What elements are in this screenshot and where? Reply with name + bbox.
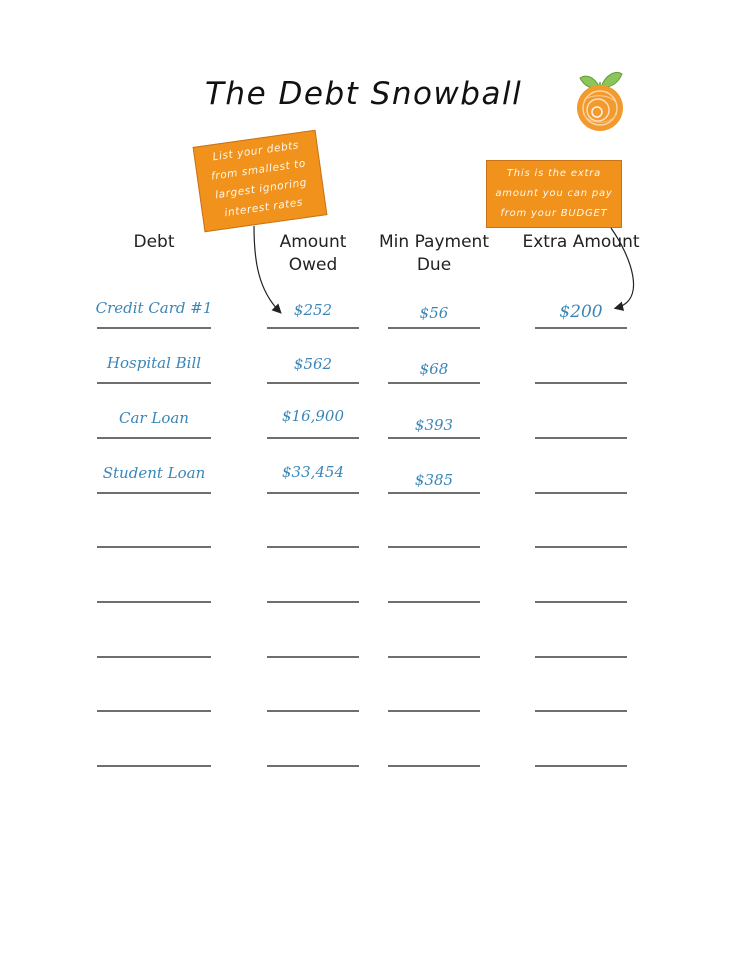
rule-line [267, 656, 359, 658]
amount-owed-field[interactable] [267, 686, 359, 712]
debt-name-field[interactable] [87, 464, 221, 494]
column-header-extra-amount: Extra Amount [522, 232, 640, 252]
amount-owed-value: $252 [293, 301, 333, 319]
orange-fruit-icon [574, 66, 626, 132]
rule-line [267, 382, 359, 384]
rule-line [267, 327, 359, 329]
debt-name-value: Car Loan [119, 409, 189, 427]
debt-name-field[interactable] [87, 632, 221, 658]
rule-line [535, 656, 627, 658]
column-header-debt: Debt [133, 232, 175, 252]
min-payment-field[interactable] [388, 632, 480, 658]
header-line: Min Payment [379, 232, 489, 252]
extra-amount-field[interactable] [535, 632, 627, 658]
extra-amount-callout [486, 160, 622, 228]
amount-owed-field[interactable] [267, 522, 359, 548]
extra-amount-field[interactable] [535, 686, 627, 712]
rule-line [97, 601, 211, 603]
extra-amount-field[interactable] [535, 468, 627, 494]
rule-line [267, 601, 359, 603]
rule-line [97, 437, 211, 439]
rule-line [535, 765, 627, 767]
callout-line: This is the extra [506, 168, 602, 179]
list-debts-callout [193, 130, 328, 232]
rule-line [388, 656, 480, 658]
amount-owed-field[interactable] [267, 741, 359, 767]
amount-owed-field[interactable] [267, 303, 359, 329]
rule-line [267, 710, 359, 712]
min-payment-value: $393 [414, 416, 454, 434]
debt-name-field[interactable] [87, 409, 221, 439]
extra-amount-field[interactable] [535, 303, 627, 329]
min-payment-value: $56 [419, 304, 449, 322]
rule-line [97, 710, 211, 712]
amount-owed-field[interactable] [267, 463, 359, 494]
rule-line [535, 382, 627, 384]
min-payment-field[interactable] [388, 303, 480, 329]
page-title: The Debt Snowball [205, 76, 523, 112]
debt-name-value: Credit Card #1 [95, 299, 213, 317]
debt-name-field[interactable] [87, 577, 221, 603]
min-payment-field[interactable] [388, 358, 480, 384]
debt-name-field[interactable] [87, 522, 221, 548]
rule-line [267, 492, 359, 494]
min-payment-value: $68 [419, 360, 449, 378]
rule-line [267, 546, 359, 548]
min-payment-field[interactable] [388, 413, 480, 439]
amount-owed-field[interactable] [267, 632, 359, 658]
extra-amount-field[interactable] [535, 413, 627, 439]
header-line: Amount [279, 232, 347, 252]
amount-owed-field[interactable] [267, 407, 359, 439]
column-header-amount-owed [263, 231, 363, 277]
rule-line [535, 710, 627, 712]
callout-line: from smallest to [210, 157, 307, 183]
debt-name-field[interactable] [87, 299, 221, 329]
header-line: Due [416, 255, 452, 275]
rule-line [535, 492, 627, 494]
extra-amount-field[interactable] [535, 741, 627, 767]
min-payment-field[interactable] [388, 577, 480, 603]
extra-amount-field[interactable] [535, 358, 627, 384]
rule-line [97, 765, 211, 767]
rule-line [535, 437, 627, 439]
rule-line [388, 437, 480, 439]
rule-line [267, 765, 359, 767]
callout-line: List your debts [211, 139, 300, 164]
rule-line [97, 656, 211, 658]
debt-name-field[interactable] [87, 741, 221, 767]
min-payment-value: $385 [414, 471, 454, 489]
amount-owed-value: $562 [293, 355, 333, 373]
debt-name-field[interactable] [87, 686, 221, 712]
min-payment-field[interactable] [388, 741, 480, 767]
rule-line [388, 382, 480, 384]
rule-line [388, 492, 480, 494]
min-payment-field[interactable] [388, 522, 480, 548]
rule-line [535, 327, 627, 329]
debt-name-value: Student Loan [102, 464, 206, 482]
rule-line [97, 327, 211, 329]
callout-line: amount you can pay [495, 188, 613, 199]
rule-line [267, 437, 359, 439]
column-header-min-payment [374, 231, 494, 277]
callout-line: interest rates [223, 196, 304, 220]
rule-line [388, 710, 480, 712]
amount-owed-value: $33,454 [281, 463, 345, 481]
callout-line: largest ignoring [214, 176, 308, 202]
debt-name-value: Hospital Bill [106, 354, 202, 372]
rule-line [535, 546, 627, 548]
rule-line [388, 765, 480, 767]
amount-owed-field[interactable] [267, 577, 359, 603]
extra-amount-field[interactable] [535, 577, 627, 603]
extra-amount-value: $200 [559, 302, 603, 322]
extra-amount-field[interactable] [535, 522, 627, 548]
amount-owed-value: $16,900 [281, 407, 345, 425]
rule-line [535, 601, 627, 603]
callout-line: from your BUDGET [500, 208, 608, 219]
rule-line [388, 601, 480, 603]
debt-name-field[interactable] [87, 354, 221, 384]
rule-line [97, 382, 211, 384]
min-payment-field[interactable] [388, 468, 480, 494]
min-payment-field[interactable] [388, 686, 480, 712]
rule-line [388, 546, 480, 548]
rule-line [97, 492, 211, 494]
rule-line [388, 327, 480, 329]
rule-line [97, 546, 211, 548]
header-line: Owed [288, 255, 338, 275]
amount-owed-field[interactable] [267, 355, 359, 384]
